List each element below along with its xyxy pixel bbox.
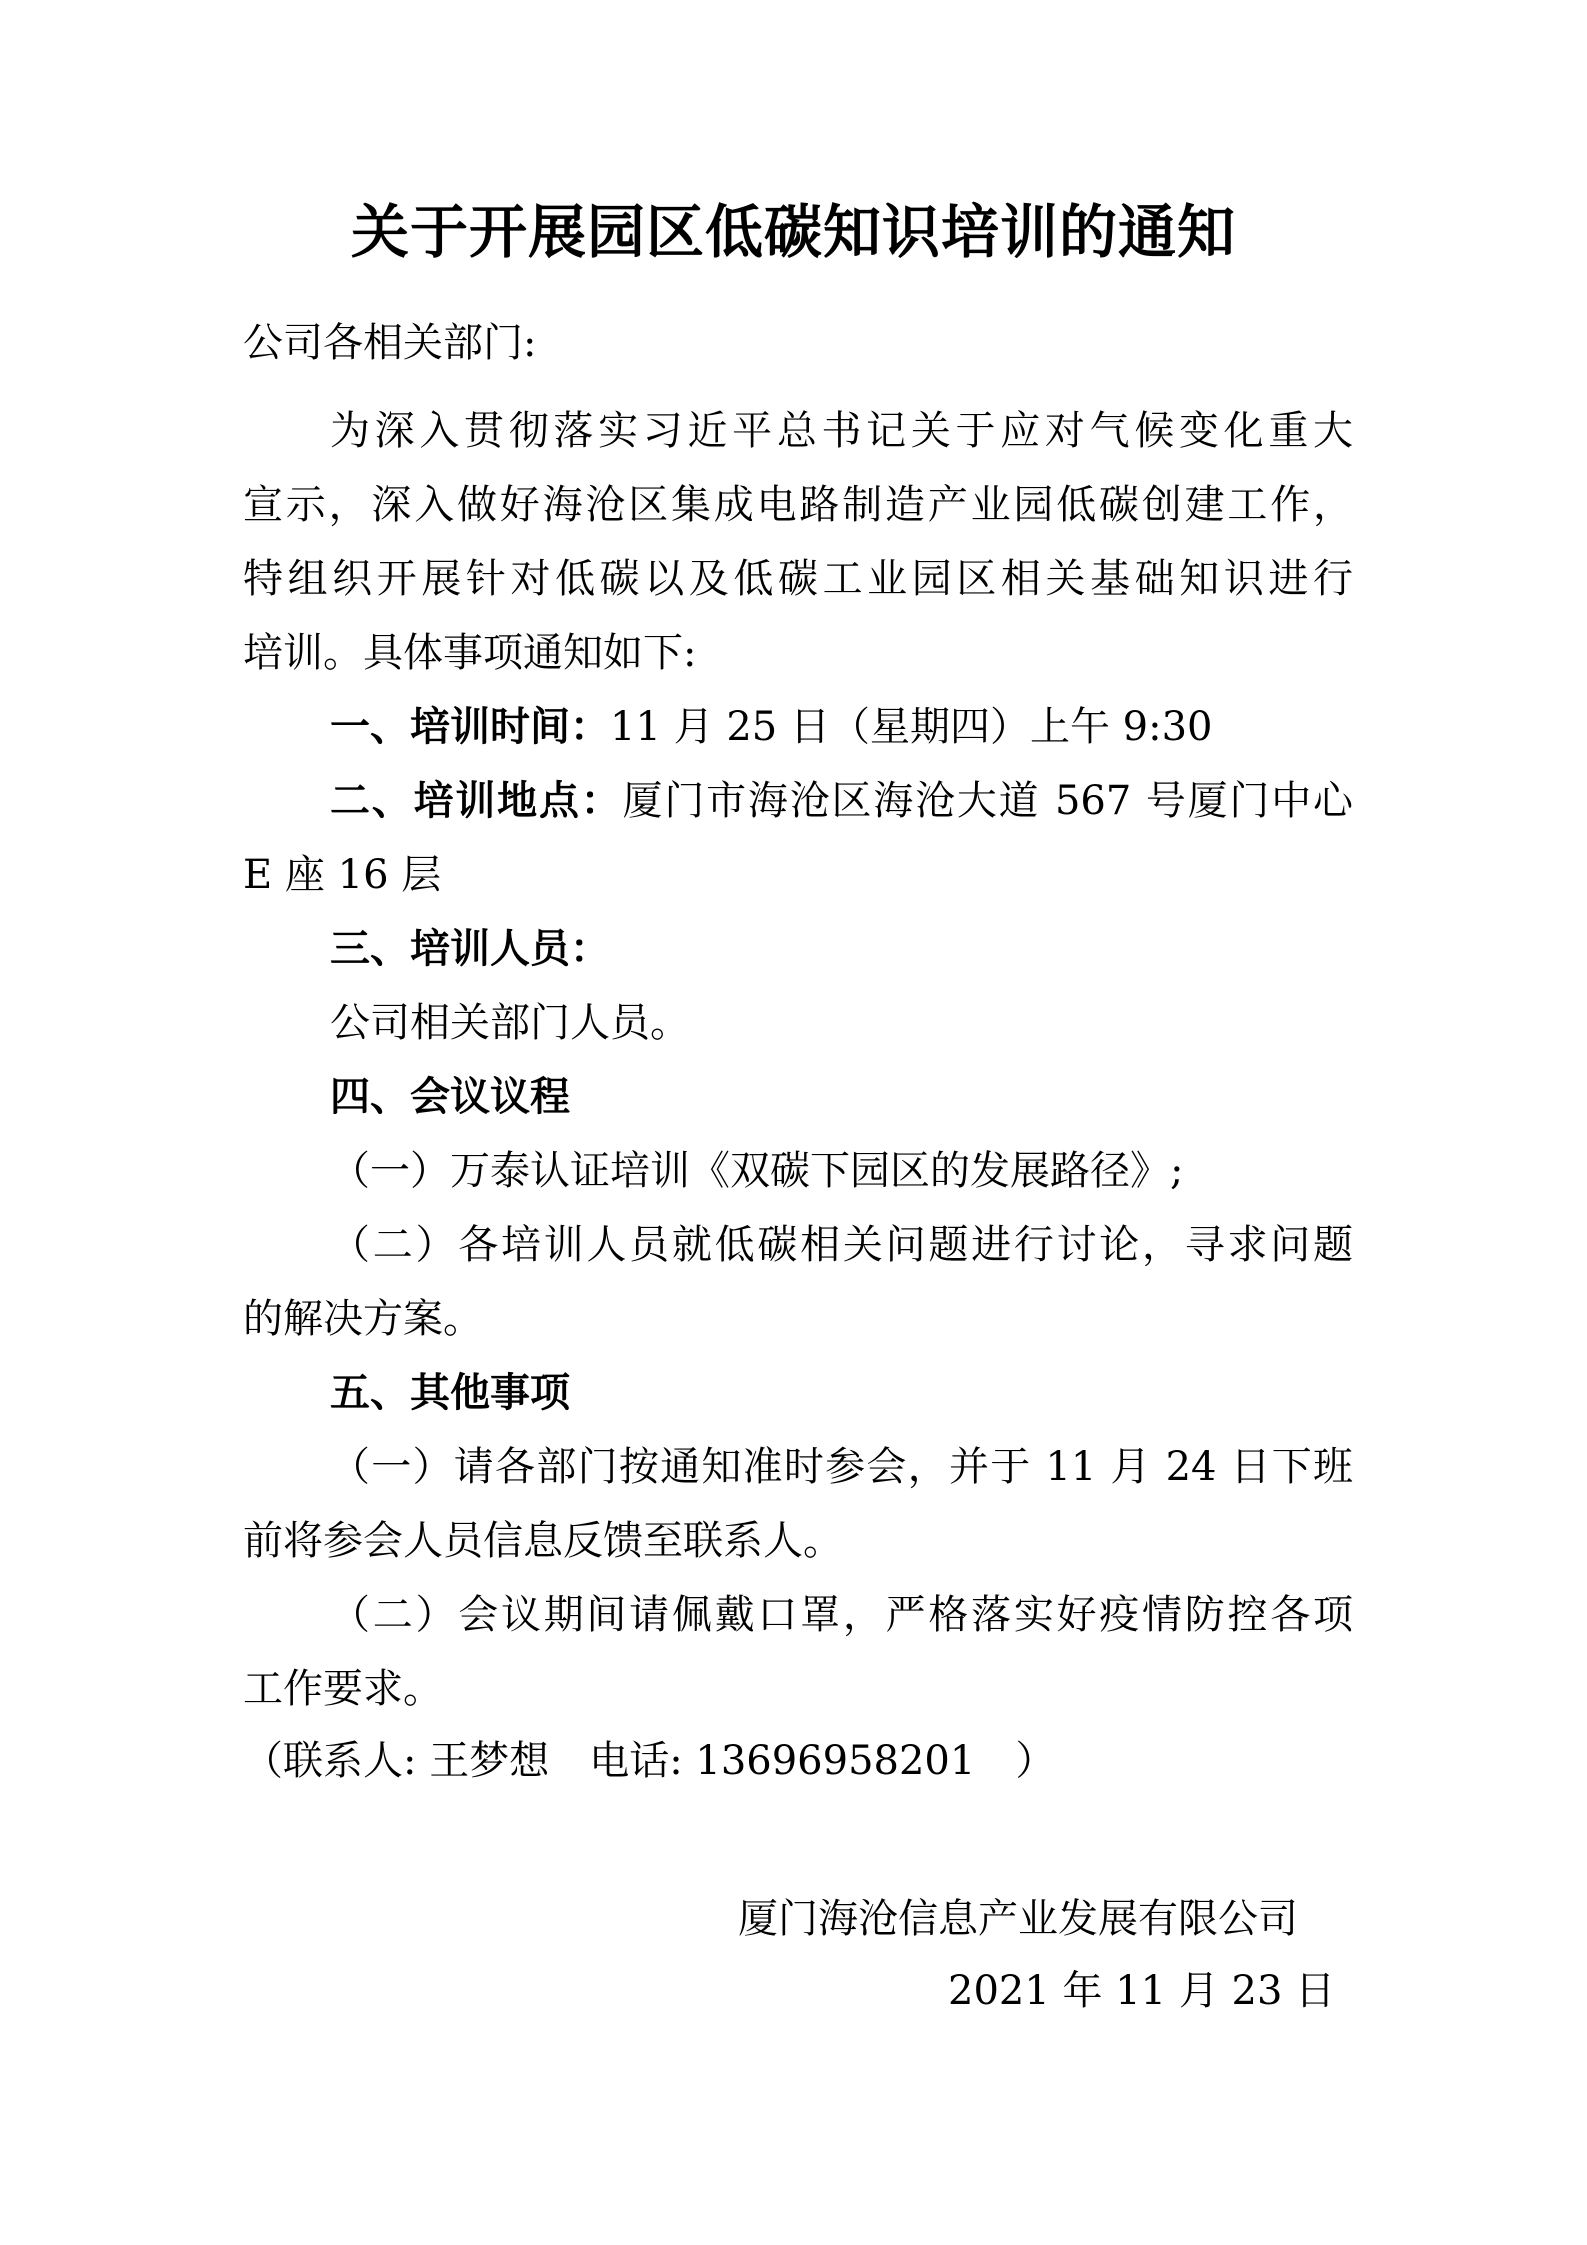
signature-organization: 厦门海沧信息产业发展有限公司: [738, 1896, 1298, 1942]
other-matter-1-line-2: 前将参会人员信息反馈至联系人。: [243, 1518, 843, 1564]
training-location-value-line-1: 厦门市海沧区海沧大道 567 号厦门中心: [622, 778, 1353, 824]
training-attendees-value: 公司相关部门人员。: [330, 1000, 690, 1046]
other-matter-2-line-2: 工作要求。: [243, 1666, 443, 1712]
other-matters-heading: 五、其他事项: [330, 1370, 570, 1416]
intro-line-1: 为深入贯彻落实习近平总书记关于应对气候变化重大: [330, 408, 1353, 454]
signature-date: 2021 年 11 月 23 日: [948, 1968, 1336, 2014]
document-title: 关于开展园区低碳知识培训的通知: [350, 198, 1236, 266]
intro-line-4: 培训。具体事项通知如下:: [243, 630, 697, 676]
other-matter-2-line-1: （二）会议期间请佩戴口罩，严格落实好疫情防控各项: [330, 1592, 1353, 1638]
other-matter-1-line-1: （一）请各部门按通知准时参会，并于 11 月 24 日下班: [330, 1444, 1353, 1490]
intro-line-2: 宣示，深入做好海沧区集成电路制造产业园低碳创建工作，: [243, 482, 1353, 528]
meeting-agenda-heading: 四、会议议程: [330, 1074, 570, 1120]
salutation: 公司各相关部门:: [243, 320, 537, 366]
training-location-label: 二、培训地点：: [330, 778, 623, 824]
training-attendees-label: 三、培训人员：: [330, 926, 610, 972]
training-time-label: 一、培训时间：: [330, 704, 610, 750]
training-location: [330, 776, 1353, 826]
contact-info: （联系人: 王梦想 电话: 13696958201 ）: [243, 1738, 1056, 1784]
training-location-value-line-2: E 座 16 层: [243, 852, 442, 898]
agenda-item-2-line-1: （二）各培训人员就低碳相关问题进行讨论，寻求问题: [330, 1222, 1353, 1268]
agenda-item-2-line-2: 的解决方案。: [243, 1296, 483, 1342]
training-time-value: 11 月 25 日（星期四）上午 9:30: [610, 704, 1213, 750]
intro-line-3: 特组织开展针对低碳以及低碳工业园区相关基础知识进行: [243, 556, 1353, 602]
agenda-item-1: （一）万泰认证培训《双碳下园区的发展路径》;: [330, 1148, 1184, 1194]
training-time: [330, 702, 1353, 752]
